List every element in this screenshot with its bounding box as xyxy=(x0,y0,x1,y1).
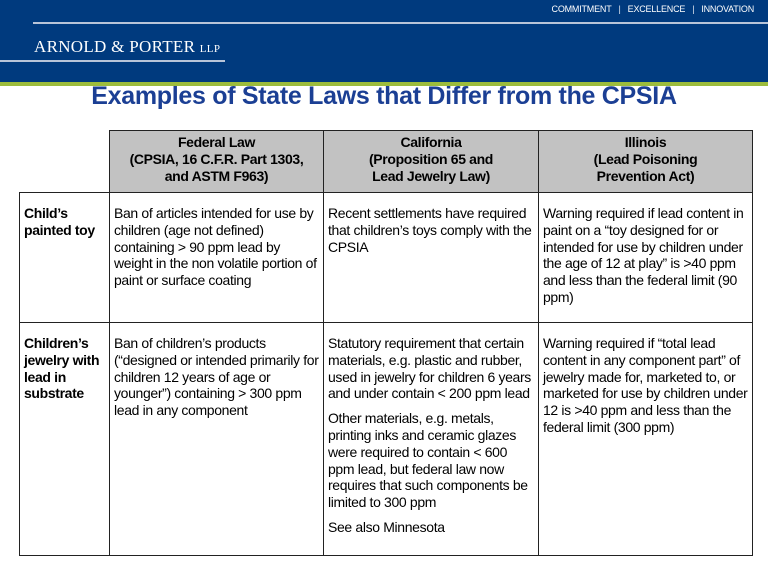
cell-paragraph: Recent settlements have required that children’s toys comply with the CPSIA xyxy=(328,205,532,255)
header-line: (Proposition 65 and xyxy=(368,150,494,167)
row-label: Children’s jewelry with lead in substrate xyxy=(20,323,110,556)
tagline-item: EXCELLENCE xyxy=(627,4,686,14)
federal-cell: Ban of children’s products (“designed or intended primarily for children 12 years of age or younger”) containing > 300 ppm lead in any component xyxy=(110,323,324,556)
logo-text: ARNOLD & PORTER xyxy=(34,37,196,56)
logo-suffix: LLP xyxy=(199,43,221,55)
column-header-federal xyxy=(110,131,324,193)
separator: | xyxy=(618,4,621,14)
logo xyxy=(34,37,220,57)
cell-paragraph: See also Minnesota xyxy=(328,518,445,535)
illinois-cell: Warning required if “total lead content in any component part” of jewelry made for, marketed to, or marketed for use by children under 12 is >40 ppm and less than the federal limit (300 ppm) xyxy=(539,323,753,556)
column-header-california xyxy=(324,131,539,193)
divider xyxy=(33,22,768,24)
row-label: Child’s painted toy xyxy=(20,193,110,323)
header-line: Federal Law xyxy=(177,134,256,150)
table-row xyxy=(20,193,753,323)
table-header-row xyxy=(20,131,753,193)
empty-cell xyxy=(20,131,110,193)
header-line: Prevention Act) xyxy=(596,167,695,184)
page-title: Examples of State Laws that Differ from the CPSIA xyxy=(91,82,677,110)
tagline-item: INNOVATION xyxy=(701,4,754,14)
separator: | xyxy=(692,4,695,14)
federal-cell: Ban of articles intended for use by children (age not defined) containing > 90 ppm lead by weight in the non volatile portion of paint or surface coating xyxy=(110,193,324,323)
header-line: (CPSIA, 16 C.F.R. Part 1303, xyxy=(129,150,304,167)
header-line: (Lead Poisoning xyxy=(593,150,698,167)
header-line: Lead Jewelry Law) xyxy=(372,167,490,184)
california-cell xyxy=(324,193,539,323)
cell-paragraph: Other materials, e.g. metals, printing inks and ceramic glazes were required to contain < 600 ppm lead, but federal law now requires that such components be limited to 300 ppm xyxy=(328,410,528,511)
tagline xyxy=(552,4,754,14)
comparison-table xyxy=(19,130,753,556)
california-cell xyxy=(324,323,539,556)
header-line: Illinois xyxy=(624,134,667,150)
header-line: California xyxy=(400,134,462,150)
cell-paragraph: Statutory requirement that certain materials, e.g. plastic and rubber, used in jewelry for children 6 years and under contain < 200 ppm lead xyxy=(328,335,531,402)
illinois-cell: Warning required if lead content in paint on a “toy designed for or intended for use by children under the age of 12 at play” is >40 ppm and less than the federal limit (90 ppm) xyxy=(539,193,753,323)
header-line: and ASTM F963) xyxy=(164,167,269,184)
table-row xyxy=(20,323,753,556)
tagline-item: COMMITMENT xyxy=(551,4,612,14)
column-header-illinois xyxy=(539,131,753,193)
divider xyxy=(0,60,225,62)
